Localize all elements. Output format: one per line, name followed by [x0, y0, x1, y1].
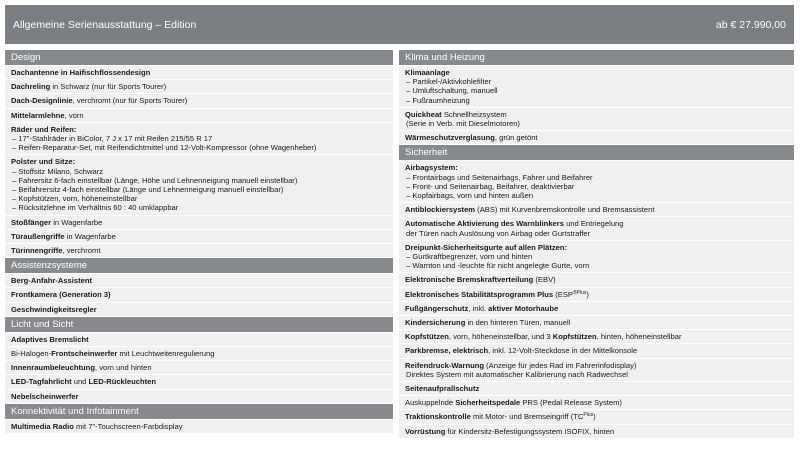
spec-term: Elektronisches Stabilitätsprogramm Plus	[405, 289, 554, 299]
spec-text: in Schwarz (nur für Sports Tourer)	[50, 82, 167, 92]
section-header: Assistenzsysteme	[5, 258, 393, 273]
spec-text: (Anzeige für jedes Rad im Fahrerinfodisplay)	[484, 360, 637, 370]
section-header: Klima und Heizung	[399, 50, 794, 65]
spec-term: Dach-Designlinie	[11, 96, 73, 106]
spec-row	[399, 382, 794, 395]
spec-row	[399, 131, 794, 144]
spec-row	[399, 359, 794, 381]
spec-line	[405, 205, 788, 214]
spec-row	[5, 420, 393, 433]
spec-text: in Wagenfarbe	[64, 231, 116, 241]
spec-term: Frontscheinwerfer	[51, 349, 118, 359]
spec-text: und	[71, 377, 89, 387]
spec-text: Auskuppelnde	[405, 398, 456, 408]
spec-term: Stoßfänger	[11, 217, 52, 227]
spec-term: Dachreling	[11, 82, 51, 92]
spec-subline: – Kopfairbags, vorn und hinten außen	[406, 191, 534, 201]
spec-row	[5, 123, 393, 155]
spec-term: Türaußengriffe	[11, 231, 65, 241]
section-header: Licht und Sicht	[5, 317, 393, 332]
spec-subline: Direktes System mit automatischer Kalibrierung nach Radwechsel	[406, 369, 628, 379]
spec-row	[5, 66, 393, 79]
spec-subline: – Front- und Seitenairbag, Beifahrer, deaktivierbar	[406, 181, 575, 191]
left-column	[5, 50, 393, 434]
spec-row	[399, 316, 794, 329]
spec-row	[399, 410, 794, 423]
spec-row	[399, 241, 794, 273]
spec-term: LED-Rückleuchten	[88, 377, 157, 387]
spec-subline: (Serie in Verb. mit Dieselmotoren)	[406, 119, 520, 129]
spec-line	[11, 422, 387, 431]
spec-row	[5, 375, 393, 388]
spec-row	[5, 80, 393, 93]
spec-text: (ABS) mit Kurvenbremskontrolle und Bremsassistent	[475, 205, 655, 215]
right-column	[399, 50, 794, 439]
spec-line	[405, 243, 788, 252]
spec-text: mit Leuchtweitenregulierung	[117, 349, 215, 359]
spec-row	[5, 230, 393, 243]
spec-line	[11, 218, 387, 227]
spec-line	[11, 276, 387, 285]
spec-row	[399, 161, 794, 202]
spec-text: Schnellheizsystem	[441, 109, 507, 119]
spec-text: mit Motor- und Bremseingriff (TC	[470, 412, 584, 422]
spec-term: Kindersicherung	[405, 318, 466, 328]
spec-row	[5, 244, 393, 257]
spec-line	[405, 68, 788, 77]
spec-term: aktiver Motorhaube	[488, 303, 559, 313]
spec-subline: – Fahrersitz 6-fach einstellbar (Länge, Höhe und Lehnenneigung manuell einstellbar)	[12, 175, 298, 185]
spec-text: PRS (Pedal Release System)	[520, 398, 622, 408]
spec-superscript: Plus	[583, 412, 594, 419]
spec-text: , inkl.	[468, 303, 489, 313]
spec-term: Seitenaufprallschutz	[405, 384, 480, 394]
spec-text: (ESP	[553, 289, 573, 299]
spec-subline: – Reifen-Reparatur-Set, mit Reifendichtmittel und 12-Volt-Kompressor (ohne Wagenheber)	[12, 143, 317, 153]
spec-row	[399, 330, 794, 343]
spec-term: Dreipunkt-Sicherheitsgurte auf allen Plätzen:	[405, 242, 568, 252]
spec-term: Traktionskontrolle	[405, 412, 471, 422]
spec-line	[405, 427, 788, 436]
spec-line	[11, 68, 387, 77]
spec-subline: – Partikel-/Aktivkohlefilter	[406, 77, 492, 87]
spec-line	[11, 290, 387, 299]
spec-text: in Wagenfarbe	[51, 217, 103, 227]
spec-row	[399, 344, 794, 357]
spec-term: Sicherheitspedale	[455, 398, 521, 408]
spec-row	[399, 288, 794, 301]
spec-subline: – Rücksitzlehne im Verhältnis 60 : 40 umklappbar	[12, 203, 179, 213]
spec-text: , vorn und hinten	[94, 363, 152, 373]
spec-subline: der Türen nach Auslösung von Airbag oder Gurtstraffer	[406, 228, 591, 238]
spec-row	[399, 302, 794, 315]
spec-term: Airbagsystem:	[405, 163, 458, 173]
spec-line	[405, 346, 788, 355]
spec-row	[5, 216, 393, 229]
spec-term: Mittelarmlehne	[11, 110, 65, 120]
section-header: Design	[5, 50, 393, 65]
spec-term: Dachantenne in Haifischflossendesign	[11, 68, 151, 77]
spec-subline: – Stoffsitz Milano, Schwarz	[12, 166, 104, 176]
spec-text: )	[593, 412, 596, 422]
spec-term: Kopfstützen	[405, 332, 449, 342]
spec-subline: – Warnton und -leuchte für nicht angelegte Gurte, vorn	[406, 261, 590, 271]
spec-text: , hinten, höheneinstellbar	[596, 332, 682, 342]
spec-subline: – Umluftschaltung, manuell	[406, 86, 498, 96]
spec-line	[11, 246, 387, 255]
spec-subline: – Gurtkraftbegrenzer, vorn und hinten	[406, 252, 533, 262]
spec-text: in den hinteren Türen, manuell	[465, 318, 571, 328]
spec-line	[405, 219, 788, 228]
spec-line	[11, 232, 387, 241]
spec-term: Kopfstützen	[552, 332, 597, 342]
spec-subline: – Fußraumheizung	[406, 95, 470, 105]
spec-row	[5, 155, 393, 214]
spec-subline: – Kopfstützen, vorn, höheneinstellbar	[12, 194, 138, 204]
spec-term: Klimaanlage	[405, 68, 450, 77]
spec-text: , verchromt	[62, 246, 101, 256]
spec-line	[405, 332, 788, 341]
spec-term: Reifendruck-Warnung	[405, 360, 485, 370]
spec-term: Antiblockiersystem	[405, 205, 476, 215]
spec-term: Parkbremse, elektrisch	[405, 346, 489, 356]
spec-line	[405, 290, 788, 299]
spec-line	[11, 363, 387, 372]
spec-row	[399, 108, 794, 130]
spec-term: Wärmeschutzverglasung	[405, 133, 495, 143]
spec-row	[399, 396, 794, 409]
spec-term: Adaptives Bremslicht	[11, 334, 89, 344]
header-title: Allgemeine Serienausstattung – Edition	[13, 18, 197, 31]
spec-term: Vorrüstung	[405, 426, 446, 436]
spec-subline: – Frontairbags und Seitenairbags, Fahrer und Beifahrer	[406, 172, 593, 182]
spec-term: Nebelscheinwerfer	[11, 391, 79, 401]
spec-term: Räder und Reifen:	[11, 124, 77, 134]
spec-line	[405, 163, 788, 172]
spec-term: Berg-Anfahr-Assistent	[11, 276, 93, 286]
spec-line	[405, 304, 788, 313]
spec-text: )	[586, 289, 589, 299]
header-price: ab € 27.990,00	[715, 18, 786, 31]
spec-row	[5, 361, 393, 374]
spec-row	[5, 347, 393, 360]
spec-text: , verchromt (nur für Sports Tourer)	[72, 96, 188, 106]
spec-subline: – Beifahrersitz 4-fach einstellbar (Länge und Lehnenneigung manuell einstellbar)	[12, 185, 284, 195]
spec-term: Frontkamera (Generation 3)	[11, 290, 111, 300]
spec-line	[405, 384, 788, 393]
spec-row	[399, 273, 794, 286]
spec-superscript: ®Plus	[572, 289, 587, 296]
spec-text: für Kindersitz-Befestigungssystem ISOFIX, hinten	[445, 426, 615, 436]
spec-row	[5, 333, 393, 346]
spec-term: Innenraumbeleuchtung	[11, 363, 95, 373]
spec-line	[405, 275, 788, 284]
spec-line	[405, 361, 788, 370]
spec-text: mit 7"-Touchscreen-Farbdisplay	[73, 421, 183, 431]
spec-term: Fußgängerschutz	[405, 303, 469, 313]
spec-line	[11, 377, 387, 386]
spec-line	[11, 157, 387, 166]
spec-line	[405, 318, 788, 327]
spec-line	[11, 335, 387, 344]
header-bar	[5, 5, 794, 44]
spec-row	[5, 94, 393, 107]
spec-term: Automatische Aktivierung des Warnblinkers	[405, 219, 564, 229]
spec-line	[11, 111, 387, 120]
spec-term: Multimedia Radio	[11, 421, 74, 431]
spec-row	[5, 288, 393, 301]
section-header: Konnektivität und Infotainment	[5, 404, 393, 419]
spec-text: und Entriegelung	[563, 219, 624, 229]
spec-text: , grün getönt	[494, 133, 538, 143]
spec-line	[405, 110, 788, 119]
spec-text: , vorn, höheneinstellbar, und 3	[448, 332, 553, 342]
spec-text: , inkl. 12-Volt-Steckdose in der Mittelkonsole	[488, 346, 638, 356]
spec-line	[11, 82, 387, 91]
spec-row	[5, 303, 393, 316]
spec-line	[11, 305, 387, 314]
spec-text: Bi-Halogen-	[11, 349, 52, 359]
spec-term: Geschwindigkeitsregler	[11, 304, 97, 314]
spec-line	[405, 133, 788, 142]
spec-line	[11, 349, 387, 358]
spec-subline: – 17"-Stahlräder in BiColor, 7 J x 17 mit Reifen 215/55 R 17	[12, 134, 213, 144]
spec-line	[11, 392, 387, 401]
spec-term: Quickheat	[405, 109, 442, 119]
spec-row	[399, 66, 794, 107]
spec-row	[399, 425, 794, 438]
spec-term: Türinnengriffe	[11, 246, 63, 256]
spec-term: LED-Tagfahrlicht	[11, 377, 72, 387]
section-header: Sicherheit	[399, 145, 794, 160]
spec-text: , vorn	[64, 110, 84, 120]
spec-line	[11, 125, 387, 134]
spec-line	[405, 398, 788, 407]
spec-row	[5, 390, 393, 403]
spec-row	[399, 217, 794, 239]
spec-row	[5, 274, 393, 287]
spec-row	[5, 109, 393, 122]
spec-term: Polster und Sitze:	[11, 157, 76, 167]
spec-term: Elektronische Bremskraftverteilung	[405, 275, 534, 285]
spec-row	[399, 203, 794, 216]
spec-line	[405, 412, 788, 421]
spec-text: (EBV)	[533, 275, 556, 285]
spec-line	[11, 96, 387, 105]
